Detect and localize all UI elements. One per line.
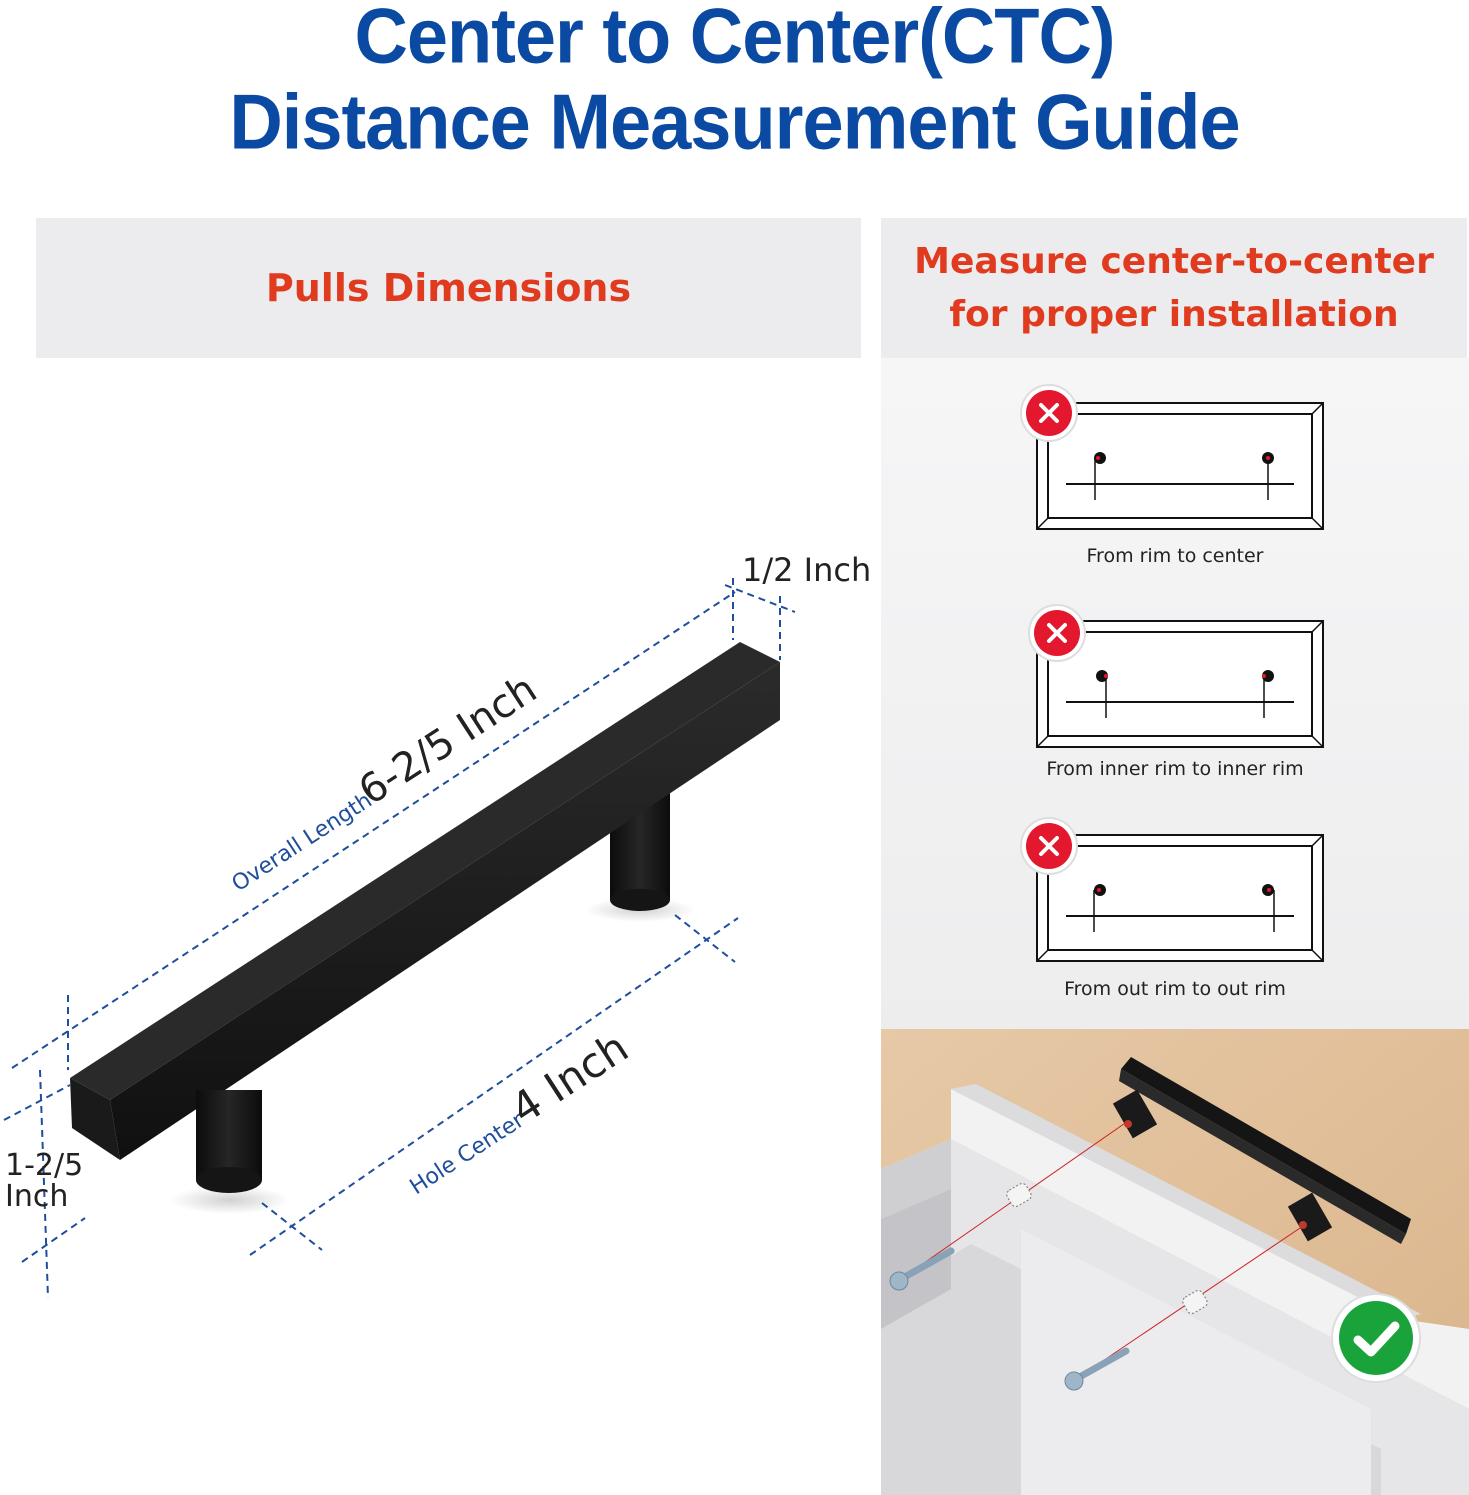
wrong-example-caption-3: From out rim to out rim: [1064, 978, 1286, 1000]
measure-header-line-2: for proper installation: [949, 294, 1399, 335]
page-title-line-2: Distance Measurement Guide: [229, 77, 1240, 166]
measure-header-line-1: Measure center-to-center: [914, 241, 1434, 282]
overall-length-caption: Overall Length: [227, 788, 377, 898]
drawer-installation-drawing: [881, 1029, 1469, 1495]
width-label: 1/2 Inch: [742, 551, 872, 589]
page-title-line-1: Center to Center(CTC): [354, 0, 1115, 80]
overall-length-value: 6-2/5 Inch: [350, 666, 545, 815]
wrong-x-icon: [1018, 382, 1080, 444]
wrong-example-caption-2: From inner rim to inner rim: [1046, 758, 1304, 780]
hole-center-label-group: [395, 1022, 637, 1203]
hole-center-caption: Hole Center: [405, 1107, 529, 1201]
hole-center-value: 4 Inch: [502, 1022, 637, 1134]
height-label-line-1: 1-2/5: [5, 1148, 84, 1183]
wrong-x-icon: [1026, 602, 1088, 664]
correct-check-icon: [1328, 1290, 1424, 1386]
width-line: [725, 585, 795, 612]
height-top-tick: [4, 1085, 70, 1120]
correct-installation-illustration: [881, 1029, 1469, 1495]
pulls-dimensions-header-text: Pulls Dimensions: [265, 266, 632, 310]
height-bottom-tick: [22, 1218, 85, 1262]
hole-center-right-tick: [675, 915, 735, 962]
measure-instructions-header: [881, 218, 1467, 358]
height-label-line-2: Inch: [5, 1179, 69, 1214]
wrong-example-caption-1: From rim to center: [1086, 545, 1264, 567]
handle-post-left: [196, 1090, 262, 1193]
wrong-x-icon: [1018, 815, 1080, 877]
